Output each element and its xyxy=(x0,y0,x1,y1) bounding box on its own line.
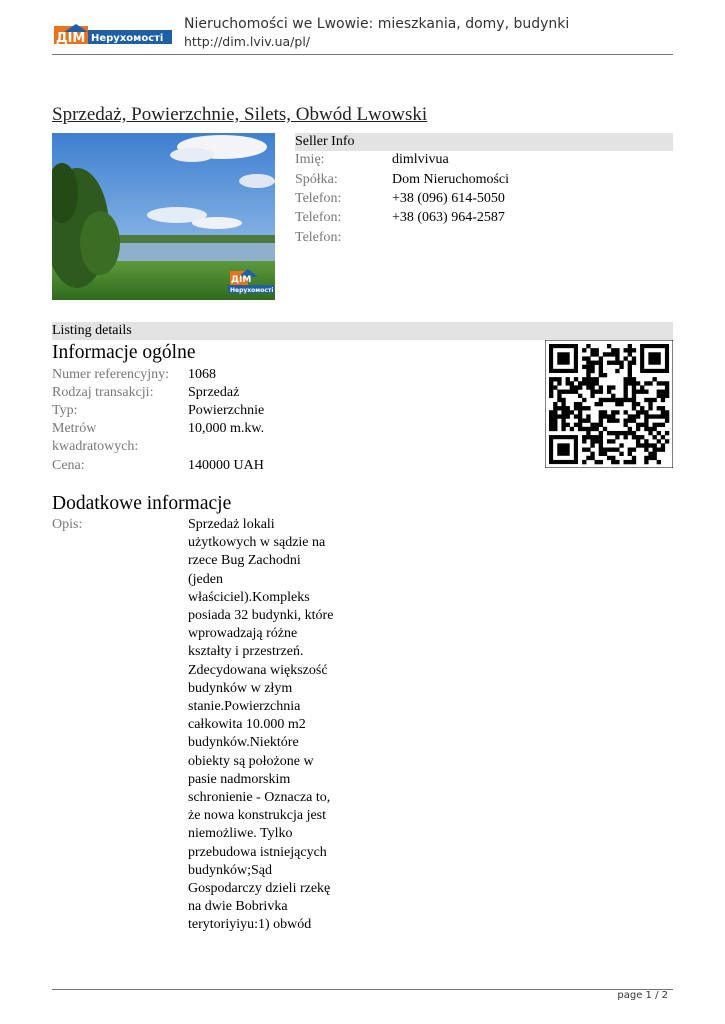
seller-label: Telefon: xyxy=(295,191,342,206)
detail-label: Typ: xyxy=(52,403,78,418)
footer-divider xyxy=(52,989,673,990)
seller-value[interactable]: +38 (096) 614-5050 xyxy=(392,191,505,206)
detail-label: Numer referencyjny: xyxy=(52,367,169,382)
detail-label: Cena: xyxy=(52,458,85,473)
detail-value: Powierzchnie xyxy=(188,403,265,418)
description-label: Opis: xyxy=(52,517,83,532)
description-text: Sprzedaż lokali użytkowych w sądzie na rzece Bug Zachodni (jeden właściciel).Kompleks posiada 32 budynki, które wprowadzają różne kształty i przestrzeń. Zdecydowana większość budynków w złym stanie.Powierzchnia całkowita 10.000 m2 budynków.Niektóre obiekty są położone w pasie nadmorskim schronienie - Oznacza to, że nowa konstrukcja jest niemożliwe. Tylko przebudowa istniejących budynków;Sąd Gospodarczy dzieli rzekę na dwie Bobrivka terytoriyiyu:1) obwód xyxy=(188,517,334,933)
header-divider xyxy=(52,54,673,55)
seller-value: Dom Nieruchomości xyxy=(392,172,510,187)
seller-label: Telefon: xyxy=(295,210,342,225)
watermark-bottom: Нерухомості xyxy=(230,287,274,294)
seller-label: Telefon: xyxy=(295,230,342,245)
detail-value: 140000 UAH xyxy=(188,458,264,473)
watermark-top: ДІМ xyxy=(231,275,252,285)
seller-value: dimlvivua xyxy=(392,152,449,167)
detail-label: Rodzaj transakcji: xyxy=(52,385,154,400)
detail-label: Metrów kwadratowych: xyxy=(52,421,139,454)
logo-text-right: Нерухомості xyxy=(91,33,164,44)
page-header xyxy=(0,0,725,56)
detail-value: Sprzedaż xyxy=(188,385,240,400)
page-title[interactable]: Sprzedaż, Powierzchnie, Silets, Obwód Lwowski xyxy=(52,104,428,125)
seller-label: Spółka: xyxy=(295,172,338,187)
header-title: Nieruchomości we Lwowie: mieszkania, domy, budynki xyxy=(184,16,570,32)
seller-label: Imię: xyxy=(295,152,325,167)
qr-code xyxy=(545,340,673,468)
listing-details-heading: Listing details xyxy=(52,322,673,340)
logo-text-left: ДІМ xyxy=(56,31,86,46)
additional-info-title: Dodatkowe informacje xyxy=(52,493,232,514)
site-logo[interactable] xyxy=(54,22,172,46)
detail-value: 1068 xyxy=(188,367,216,382)
detail-value: 10,000 m.kw. xyxy=(188,421,265,436)
seller-value[interactable]: +38 (063) 964-2587 xyxy=(392,210,505,225)
seller-info-title: Seller Info xyxy=(295,134,355,149)
general-info-title: Informacje ogólne xyxy=(52,342,196,363)
seller-info-heading xyxy=(295,133,673,151)
header-url[interactable]: http://dim.lviv.ua/pl/ xyxy=(184,34,311,49)
listing-photo xyxy=(52,133,275,300)
page-number: page 1 / 2 xyxy=(617,990,668,1001)
